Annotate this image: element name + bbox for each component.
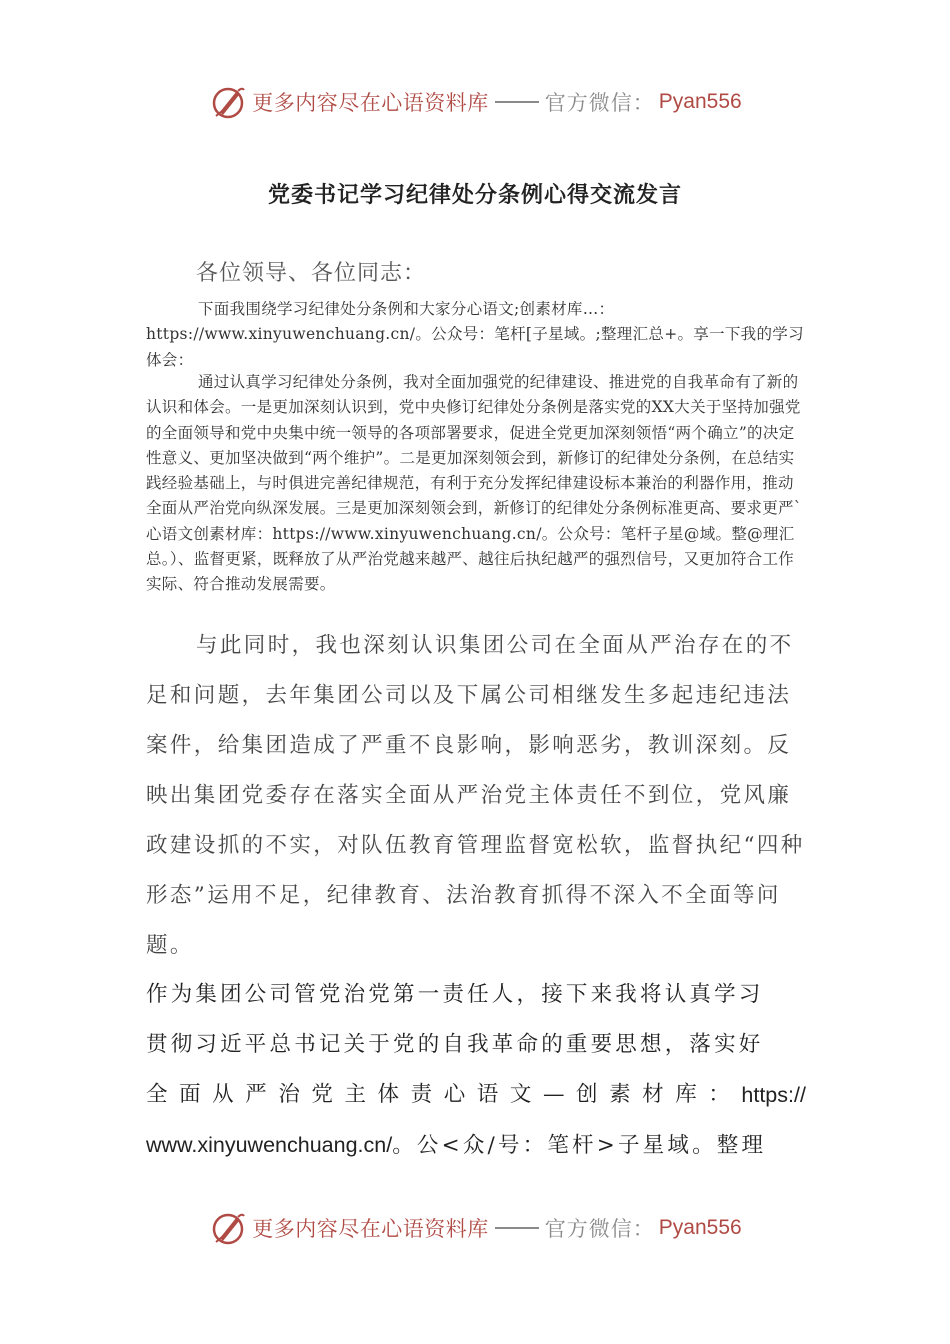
commitment-char: 全 [146,1082,171,1107]
commitment-char: 库 [675,1082,700,1107]
commitment-char: 责 [410,1082,436,1107]
commitment-char: 治 [278,1082,304,1107]
pen-seal-icon [208,82,248,122]
commitment-char: 创 [576,1082,601,1107]
commitment-char: 文 [509,1082,535,1107]
banner-divider [495,101,539,103]
commitment-char: 心 [443,1082,469,1107]
commitment-url-host: www.xinyuwenchuang.cn/ [146,1133,393,1157]
pen-seal-icon [208,1208,248,1248]
commitment-line-4-rest: 。公<众/号：笔杆>子星域。整理 [392,1133,767,1158]
paragraph-commitment [146,970,806,1171]
commitment-char: 材 [642,1082,667,1107]
banner-text: 更多内容尽在心语资料库 [252,1217,489,1241]
paragraph-problems: 与此同时，我也深刻认识集团公司在全面从严治存在的不足和问题，去年集团公司以及下属公司相继发生多起违纪违法案件，给集团造成了严重不良影响，影响恶劣，教训深刻。反映出集团党委存在落实全面从严治党主体责任不到位，党风廉政建设抓的不实，对队伍教育管理监督宽松软，监督执纪“四种形态”运用不足，纪律教育、法治教育抓得不深入不全面等问题。 [146,633,805,958]
banner-divider [495,1227,539,1229]
commitment-char: — [542,1082,568,1107]
commitment-char: 从 [212,1082,237,1107]
commitment-char: ： [708,1082,734,1107]
commitment-char: 党 [311,1082,337,1107]
paragraph-learning: 通过认真学习纪律处分条例，我对全面加强党的纪律建设、推进党的自我革命有了新的认识和体会。一是更加深刻认识到，党中央修订纪律处分条例是落实党的XX大关于坚持加强党的全面领导和党中央集中统一领导的各项部署要求，促进全党更加深刻领悟“两个确立”的决定性意义、更加坚决做到“两个维护”。二是更加深刻领会到，新修订的纪律处分条例，在总结实践经验基础上，与时俱进完善纪律规范，有利于充分发挥纪律建设标本兼治的利器作用，推动全面从严治党向纵深发展。三是更加深刻领会到，新修订的纪律处分条例标准更高、要求更严`心语文创素材库：https://www.xinyuwenchuang.cn/。公众号：笔杆子星@域。整@理汇总。）、监督更紧，既释放了从严治党越来越严、越往后执纪越严的强烈信号，又更加符合工作实际、符合推动发展需要。 [146,373,802,594]
commitment-line-2: 贯彻习近平总书记关于党的自我革命的重要思想，落实好 [146,1032,764,1057]
banner-wechat-id: Pyan556 [658,90,742,113]
header-watermark-banner [0,82,950,122]
commitment-url-scheme: https:// [741,1083,806,1107]
commitment-char: 主 [344,1082,370,1107]
commitment-line-1: 作为集团公司管党治党第一责任人，接下来我将认真学习 [146,982,764,1007]
commitment-char: 面 [179,1082,204,1107]
commitment-char: 严 [245,1082,270,1107]
commitment-char: 语 [476,1082,502,1107]
greeting: 各位领导、各位同志： [196,261,427,286]
paragraph-intro: 下面我围绕学习纪律处分条例和大家分心语文;创素材库…：https://www.xinyuwenchuang.cn/。公众号：笔杆[子星域。;整理汇总+。享一下我的学习体会： [146,300,804,369]
banner-text: 更多内容尽在心语资料库 [252,91,489,115]
banner-wechat-id: Pyan556 [658,1216,742,1239]
commitment-char: 素 [609,1082,634,1107]
commitment-line-3 [146,1070,806,1120]
commitment-line-4 [146,1120,806,1171]
banner-label: 官方微信： [544,1217,655,1241]
banner-label: 官方微信： [544,91,655,115]
document-title: 党委书记学习纪律处分条例心得交流发言 [267,182,682,208]
footer-watermark-banner [0,1208,950,1248]
commitment-char: 体 [377,1082,403,1107]
